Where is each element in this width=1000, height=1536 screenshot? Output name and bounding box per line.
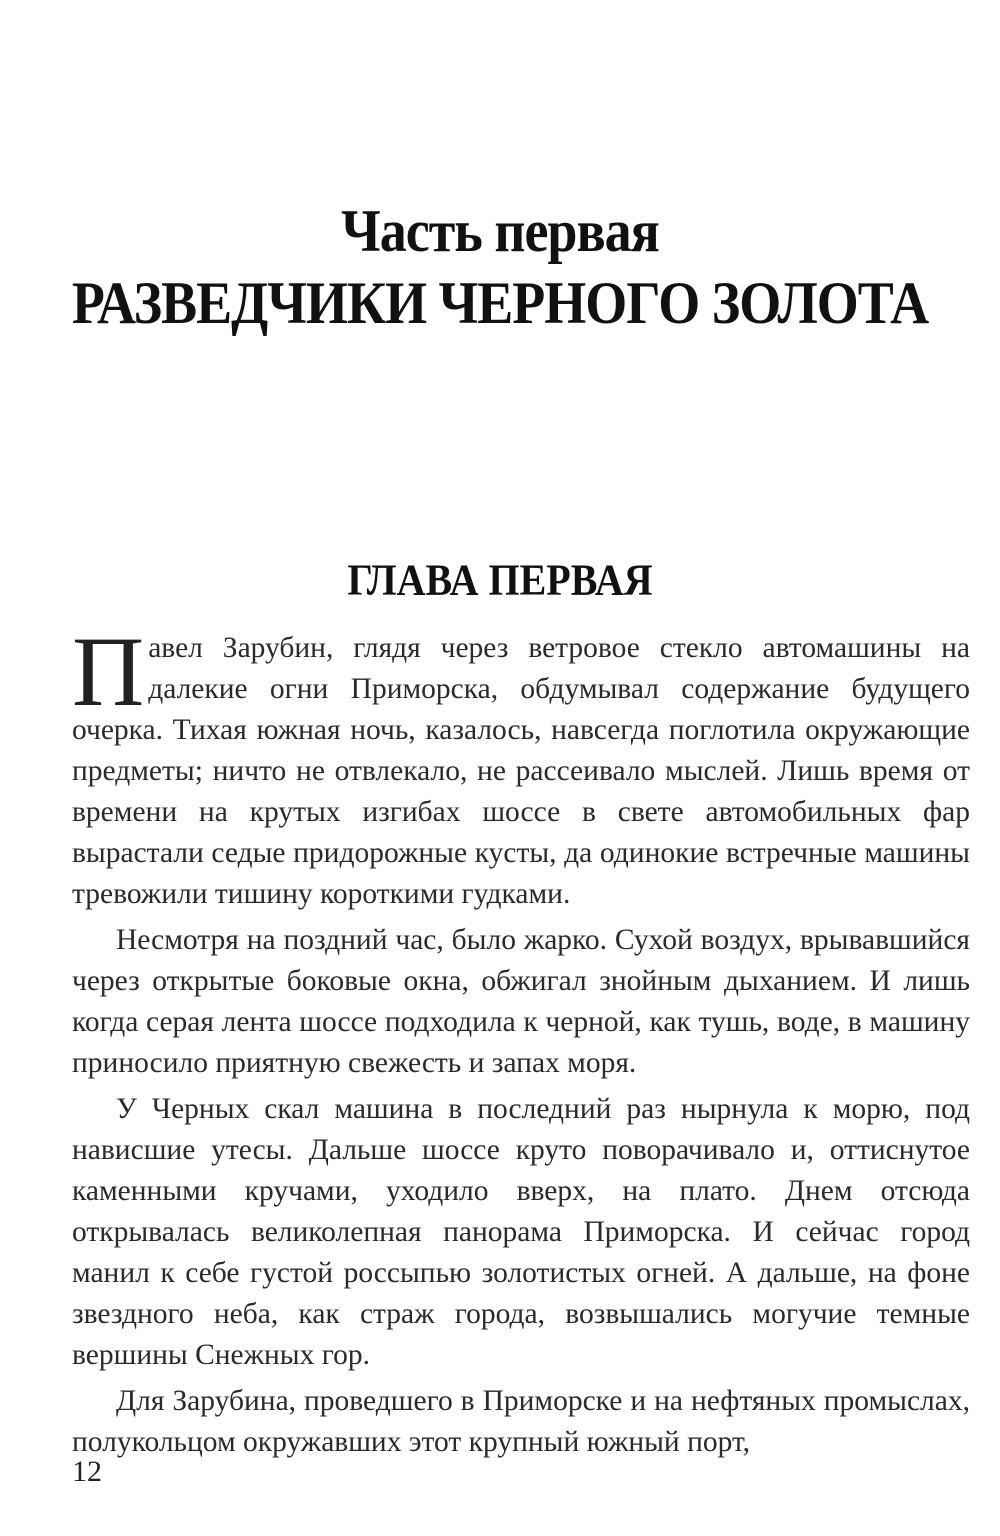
part-label: Часть первая xyxy=(341,197,659,265)
paragraph xyxy=(72,1381,970,1463)
chapter-body xyxy=(72,616,970,1468)
paragraph xyxy=(72,1089,970,1376)
part-title: РАЗВЕДЧИКИ ЧЕРНОГО ЗОЛОТА xyxy=(71,269,929,337)
chapter-title: ГЛАВА ПЕРВАЯ xyxy=(347,554,653,605)
page-number: 12 xyxy=(72,1455,102,1488)
paragraph xyxy=(72,616,970,915)
paragraph xyxy=(72,920,970,1084)
paragraph-text: У Черных скал машина в последний раз нырнула к морю, под нависшие утесы. Дальше шоссе круто поворачивало и, оттиснутое каменными кручами, уходило вверх, на плато. Днем отсюда открывалась великолепная панорама Приморска. И сейчас город манил к себе густой россыпью золотистых огней. А дальше, на фоне звездного неба, как страж города, возвышались могучие темные вершины Снежных гор. xyxy=(72,1093,970,1371)
drop-cap: П xyxy=(72,616,145,727)
paragraph-text: Несмотря на поздний час, было жарко. Сухой воздух, врывавшийся через открытые боковые окна, обжигал знойным дыханием. И лишь когда серая лента шоссе подходила к черной, как тушь, воде, в машину приносило приятную свежесть и запах моря. xyxy=(72,924,970,1079)
paragraph-text: авел Зарубин, глядя через ветровое стекло автомашины на далекие огни Приморска, обдумывал содержание будущего очерка. Тихая южная ночь, казалось, навсегда поглотила окружающие предметы; ничто не отвлекало, не рассеивало мыслей. Лишь время от времени на крутых изгибах шоссе в свете автомобильных фар вырастали седые придорожные кусты, да одинокие встречные машины тревожили тишину короткими гудками. xyxy=(72,632,970,910)
paragraph-text: Для Зарубина, проведшего в Приморске и на нефтяных промыслах, полукольцом окружавших этот крупный южный порт, xyxy=(72,1385,970,1458)
